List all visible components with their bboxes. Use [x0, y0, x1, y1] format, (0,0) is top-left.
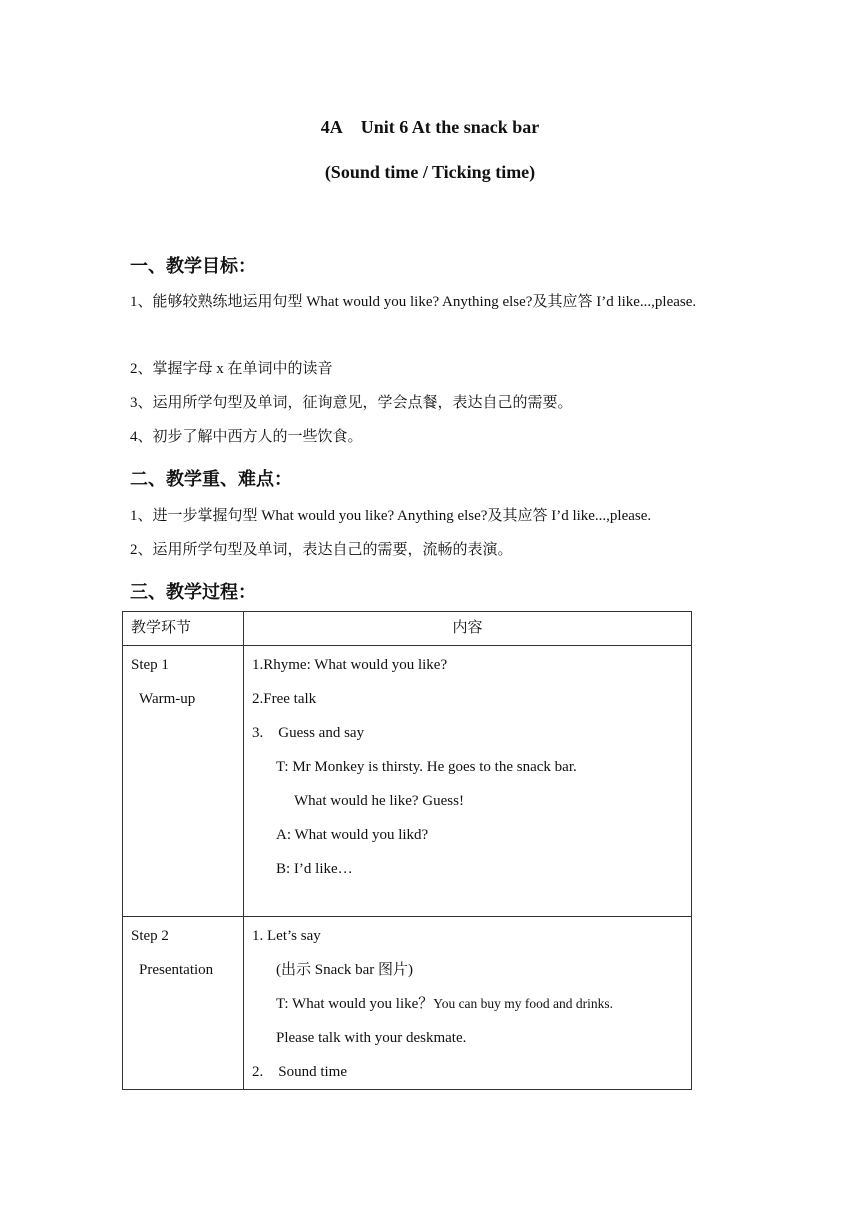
key-point-item-2: 2、运用所学句型及单词，表达自己的需要，流畅的表演。 [130, 542, 513, 558]
title-line-1: 4A Unit 6 At the snack bar [320, 117, 540, 137]
content-line: 2. Sound time [252, 1064, 348, 1080]
content-cell [244, 917, 692, 1090]
table-header-content: 内容 [244, 612, 692, 646]
content-line: T: Mr Monkey is thirsty. He goes to the snack bar. [276, 759, 577, 775]
section-heading-objectives: 一、教学目标： [130, 256, 256, 276]
step-number: Step 2 [131, 928, 169, 944]
title-line-2: (Sound time / Ticking time) [324, 162, 536, 182]
step-cell [123, 646, 244, 917]
content-line: 2.Free talk [252, 691, 317, 707]
objective-item-4: 4、初步了解中西方人的一些饮食。 [130, 429, 363, 445]
content-line: 1. Let’s say [252, 928, 321, 944]
objective-item-3: 3、运用所学句型及单词，征询意见，学会点餐，表达自己的需要。 [130, 395, 573, 411]
content-line: A: What would you likd? [276, 827, 429, 843]
table-header-row [123, 612, 692, 646]
table-row [123, 646, 692, 917]
content-line-part: T: What would you like？ [276, 996, 434, 1012]
content-line: (出示 Snack bar 图片) [276, 962, 414, 978]
key-point-item-1: 1、进一步掌握句型 What would you like? Anything else?及其应答 I’d like...,please. [130, 508, 652, 524]
objective-item-1: 1、能够较熟练地运用句型 What would you like? Anything else?及其应答 I’d like...,please. [130, 294, 697, 310]
content-line-part: You can buy my food and drinks. [433, 996, 614, 1011]
section-heading-process: 三、教学过程： [130, 582, 256, 602]
table-row [123, 917, 692, 1090]
step-stage: Warm-up [139, 691, 196, 707]
step-stage: Presentation [139, 962, 214, 978]
teaching-process-table [122, 611, 692, 1090]
content-line: 1.Rhyme: What would you like? [252, 657, 448, 673]
table-header-stage: 教学环节 [123, 612, 244, 646]
objective-item-2: 2、掌握字母 x 在单词中的读音 [130, 361, 333, 377]
section-heading-key-points: 二、教学重、难点： [130, 469, 292, 489]
content-line: B: I’d like… [276, 861, 353, 877]
step-cell [123, 917, 244, 1090]
step-number: Step 1 [131, 657, 169, 673]
content-line: What would he like? Guess! [294, 793, 464, 809]
content-line: 3. Guess and say [252, 725, 365, 741]
content-cell [244, 646, 692, 917]
content-line: Please talk with your deskmate. [276, 1030, 467, 1046]
content-line [252, 987, 683, 1021]
